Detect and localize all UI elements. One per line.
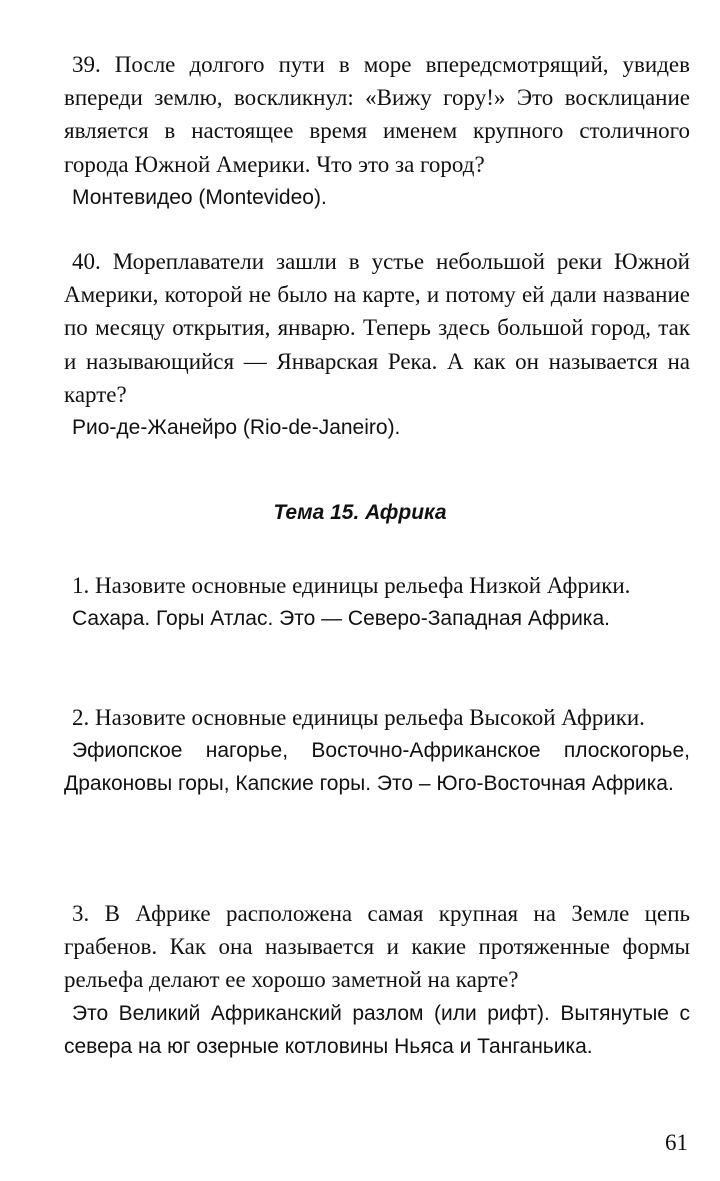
question-block-39 [64,48,690,214]
question-block-40 [64,245,690,444]
question-block-3 [64,897,690,1063]
question-text: 2. Назовите основные единицы рельефа Высокой Африки. [72,705,645,730]
answer-text: Эфиопское нагорье, Восточно-Африканское плоскогорье, Драконовы горы, Капские горы. Это – Юго-Восточная Африка. [64,739,690,796]
question-block-2 [64,701,690,800]
question-text: 1. Назовите основные единицы рельефа Низкой Африки. [72,573,631,598]
section-heading: Тема 15. Африка [273,501,447,524]
question-text: 40. Мореплаватели зашли в устье небольшой реки Южной Америки, которой не было на карте, и потому ей дали название по месяцу открытия, январю. Теперь здесь большой город, так и называющийся — Январская Река. А как он называется на карте? [64,249,690,407]
question-block-1 [64,569,690,635]
answer-text: Рио-де-Жанейро (Rio-de-Janeiro). [72,416,401,440]
page-number: 61 [665,1130,688,1155]
answer-text: Монтевидео (Montevideo). [72,185,327,209]
question-text: 3. В Африке расположена самая крупная на Земле цепь грабенов. Как она называется и какие протяженные формы рельефа делают ее хорошо заметной на карте? [64,901,690,993]
question-text: 39. После долгого пути в море впередсмотрящий, увидев впереди землю, воскликнул: «Вижу гору!» Это восклицание является в настоящее время именем крупного столичного города Южной Америки. Что это за город? [64,52,690,177]
answer-text: Сахара. Горы Атлас. Это — Северо-Западная Африка. [72,607,610,631]
answer-text: Это Великий Африканский разлом (или рифт). Вытянутые с севера на юг озерные котловины Ньяса и Танганьика. [64,1001,690,1058]
